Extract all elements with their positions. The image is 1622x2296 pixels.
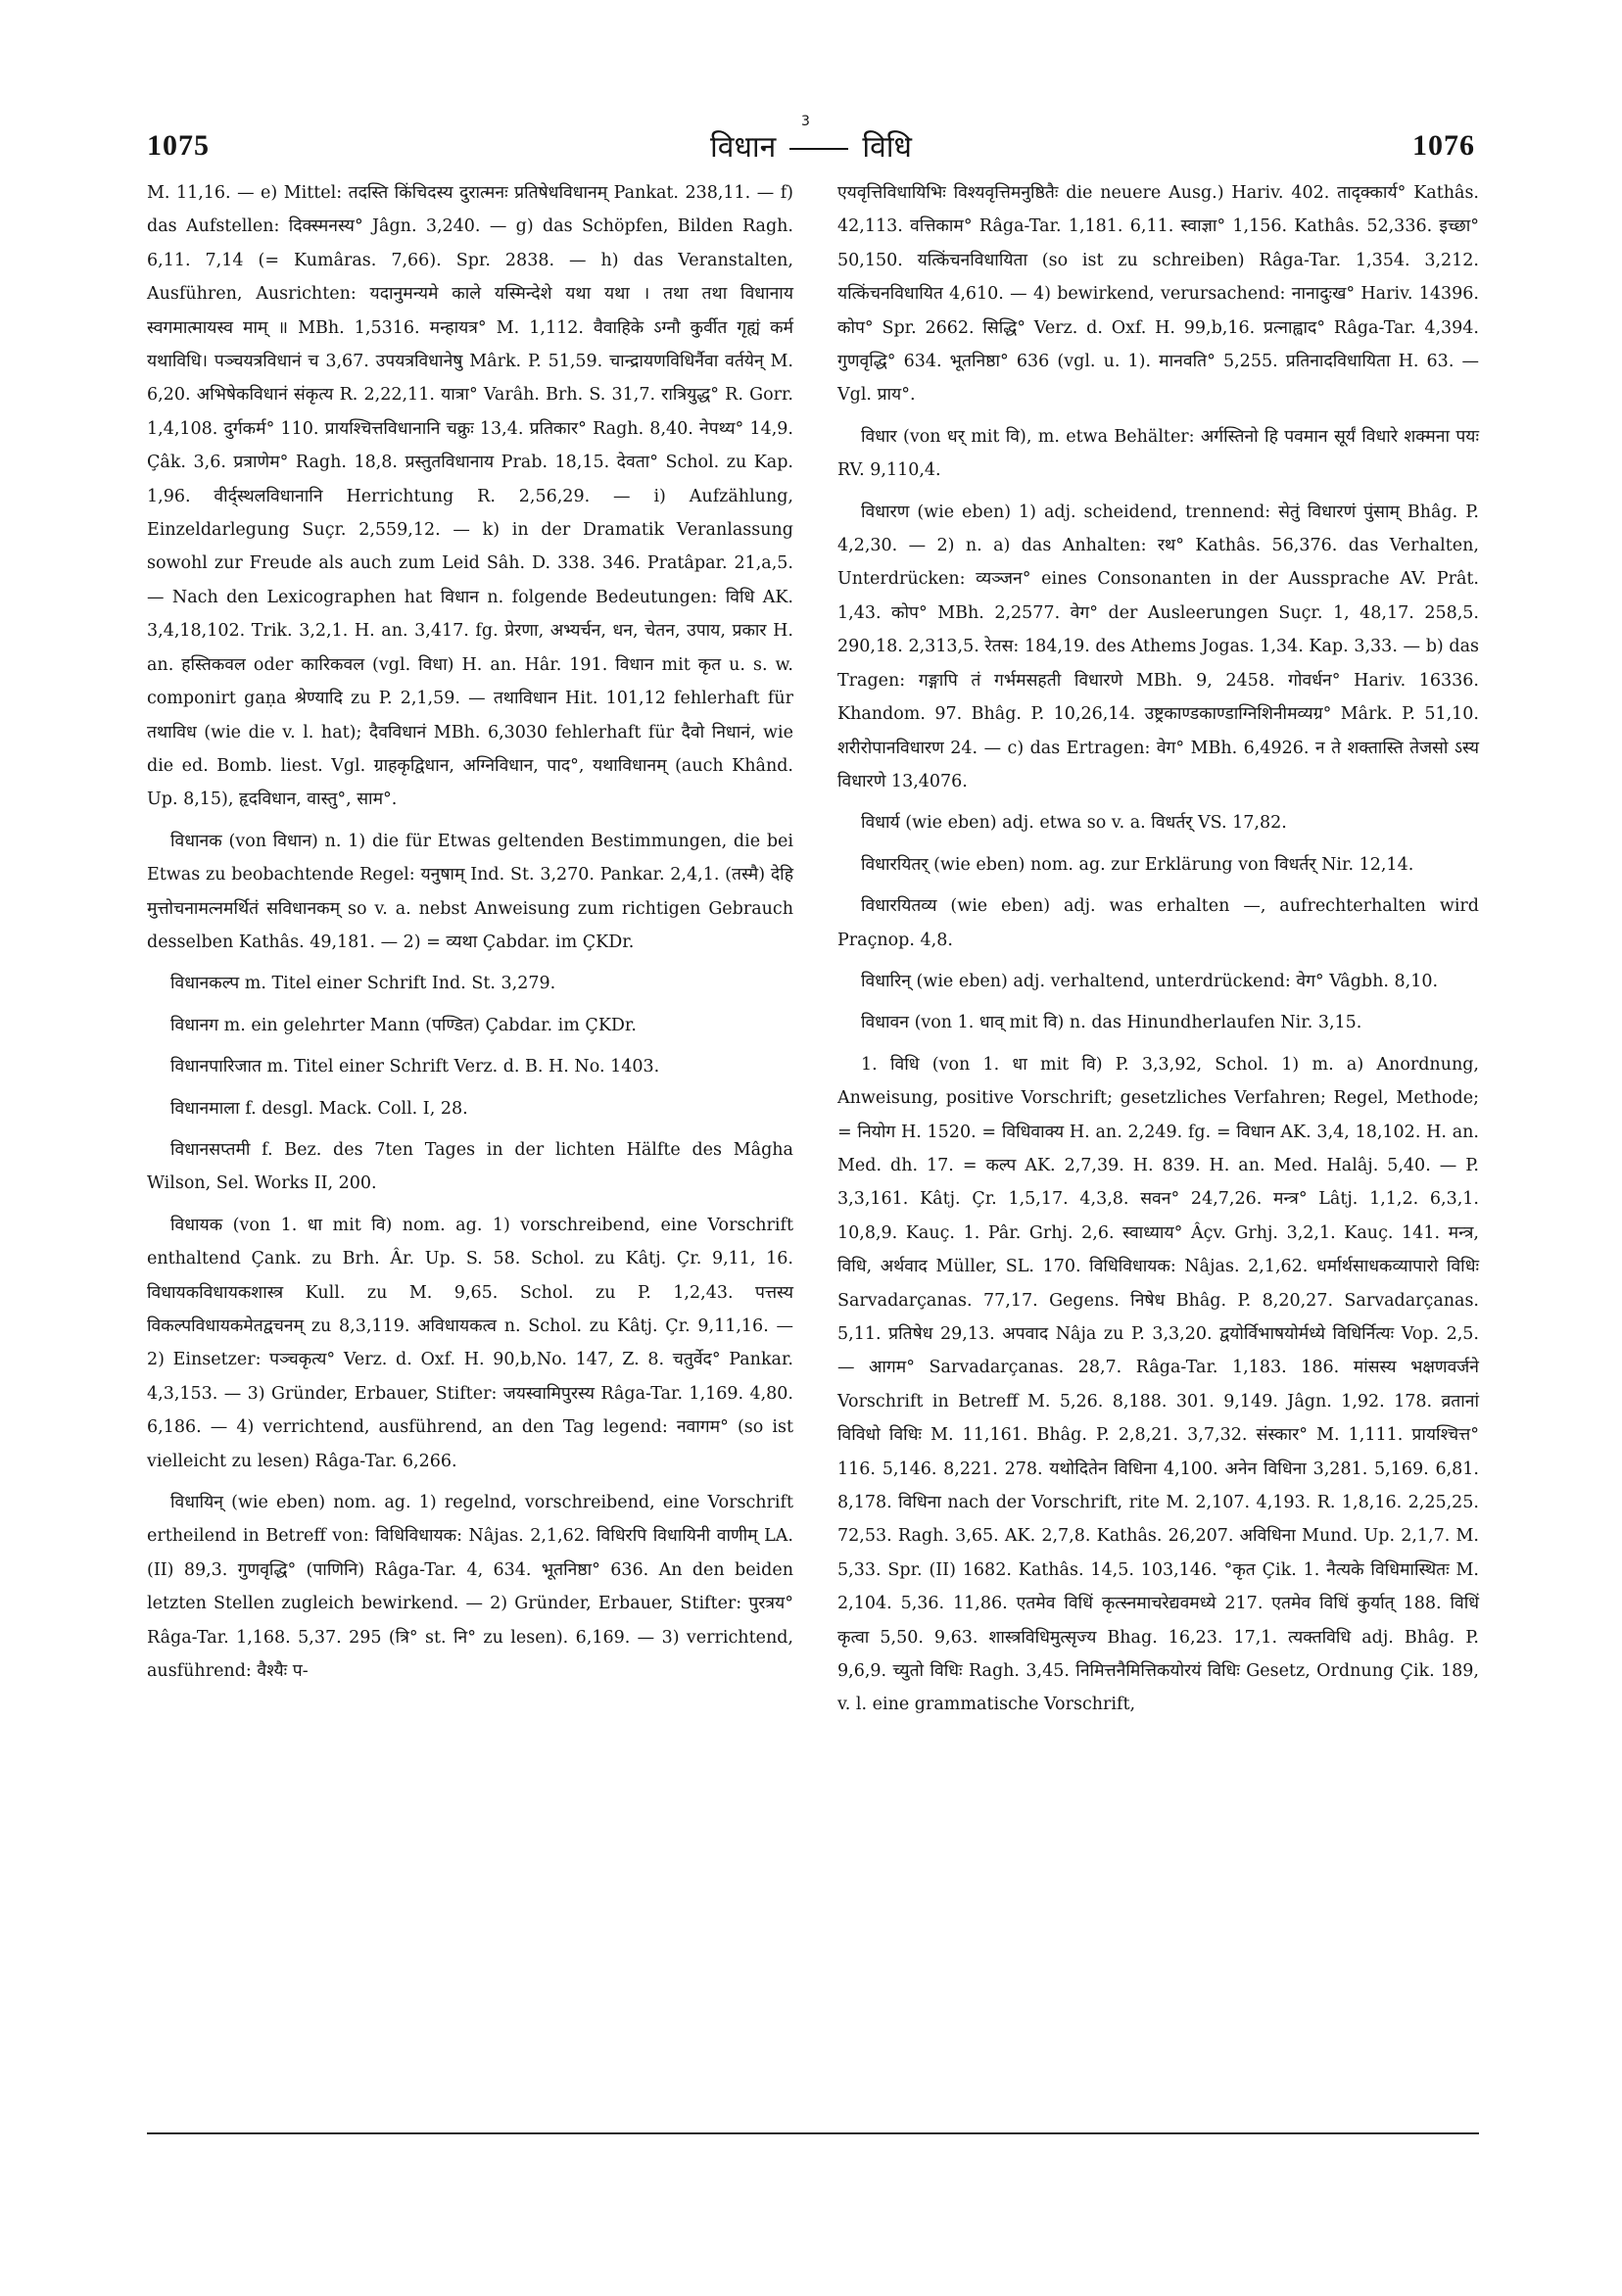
header-word-left: विधान (710, 130, 777, 165)
entry-vidhanasaptami: विधानसप्तमी f. Bez. des 7ten Tages in der lichten Hälfte des Mâgha Wilson, Sel. Works II, 200. (147, 1139, 793, 1194)
entry-vidharayitar: विधारयितर् (wie eben) nom. ag. zur Erklärung von विधर्तर् Nir. 12,14. (861, 854, 1414, 875)
header-word-right: विधि (862, 130, 912, 165)
footer-rule (147, 2132, 1479, 2134)
signature-mark: 3 (801, 114, 810, 129)
entry-vidhayaka: विधायक (von 1. धा mit वि) nom. ag. 1) vorschreibend, eine Vorschrift enthaltend Çank. zu Brh. Âr. Up. S. 58. Schol. zu Kâtj. Çr. 9,11, 16. विधायकविधायकशास्त्र Kull. zu M. 9,65. Schol. zu P. 1,2,43. पत्तस्य विकल्पविधायकमेतद्वचनम् zu 8,3,119. अविधायकत्व n. Schol. zu Kâtj. Çr. 9,11,16. — 2) Einsetzer: पञ्चकृत्य° Verz. d. Oxf. H. 90,b,No. 147, Z. 8. चतुर्वेद° Pankar. 4,3,153. — 3) Gründer, Erbauer, Stifter: जयस्वामिपुरस्य Râga-Tar. 1,169. 4,80. 6,186. — 4) verrichtend, ausführend, an den Tag legend: नवागम° (so ist vielleicht zu lesen) Râga-Tar. 6,266. (147, 1215, 793, 1471)
right-column (837, 176, 1479, 1722)
entry-continuation: M. 11,16. — e) Mittel: तदस्ति किंचिदस्य दुरात्मनः प्रतिषेधविधानम् Pankat. 238,11. — f) das Aufstellen: दिक्स्मनस्य° Jâgn. 3,240. — g) das Schöpfen, Bilden Ragh. 6,11. 7,14 (= Kumâras. 7,66). Spr. 2838. — h) das Veranstalten, Ausführen, Ausrichten: यदानुमन्यमे काले यस्मिन्देशे यथा यथा । तथा तथा विधानाय स्वगमात्मायस्व माम् ॥ MBh. 1,5316. मन्हायत्र° M. 1,112. वैवाहिके ऽग्नौ कुर्वीत गृह्यं कर्म यथाविधि। पञ्चयत्रविधानं च 3,67. उपयत्रविधानेषु Mârk. P. 51,59. चान्द्रायणविधिर्नैवा वर्तयेन् M. 6,20. अभिषेकविधानं संकृत्य R. 2,22,11. यात्रा° Varâh. Brh. S. 31,7. रात्रियुद्ध° R. Gorr. 1,4,108. दुर्गकर्म° 110. प्रायश्चित्तविधानानि चक्रुः 13,4. प्रतिकार° Ragh. 8,40. नेपथ्य° 14,9. Çâk. 3,6. प्रत्राणेम° Ragh. 18,8. प्रस्तुतविधानाय Prab. 18,15. देवता° Schol. zu Kap. 1,96. वीर्द्स्थलविधानानि Herrichtung R. 2,56,29. — i) Aufzählung, Einzeldarlegung Suçr. 2,559,12. — k) in der Dramatik Veranlassung sowohl zur Freude als auch zum Leid Sâh. D. 338. 346. Pratâpar. 21,a,5. — Nach den Lexicographen hat विधान n. folgende Bedeutungen: विधि AK. 3,4,18,102. Trik. 3,2,1. H. an. 3,417. fg. प्रेरणा, अभ्यर्चन, धन, चेतन, उपाय, प्रकार H. an. हस्तिकवल oder कारिकवल (vgl. विधा) H. an. Hâr. 191. विधान mit कृत u. s. w. componirt gaṇa श्रेण्यादि zu P. 2,1,59. — तथाविधान Hit. 101,12 fehlerhaft für तथाविध (wie die v. l. hat); दैवविधानं MBh. 6,3030 fehlerhaft für दैवो निधानं, wie die ed. Bomb. liest. Vgl. ग्राहकृद्विधान, अग्निविधान, पाद°, यथाविधानम् (auch Khând. Up. 8,15), हृदविधान, वास्तु°, साम°. (147, 183, 793, 810)
page-number-right: 1076 (1412, 129, 1475, 162)
entry-vidhavana: विधावन (von 1. धाव् mit वि) n. das Hinundherlaufen Nir. 3,15. (861, 1013, 1362, 1033)
left-column (147, 176, 793, 1688)
entry-vidhanaparijata: विधानपारिजात m. Titel einer Schrift Verz. d. B. H. No. 1403. (170, 1057, 660, 1077)
header-dash (789, 148, 848, 150)
entry-vidharana: विधारण (wie eben) 1) adj. scheidend, trennend: सेतुं विधारणं पुंसाम् Bhâg. P. 4,2,30. — 2) n. a) das Anhalten: रथ° Kathâs. 56,376. das Verhalten, Unterdrücken: व्यञ्जन° eines Consonanten in der Aussprache AV. Prât. 1,43. कोप° MBh. 2,2577. वेग° der Ausleerungen Suçr. 1, 48,17. 258,5. 290,18. 2,313,5. रेतस: 184,19. des Athems Jogas. 1,34. Kap. 3,33. — b) das Tragen: गङ्गापि तं गर्भमसहती विधारणे MBh. 9, 2458. गोवर्धन° Hariv. 16336. Khandom. 97. Bhâg. P. 10,26,14. उष्ट्रकाण्डकाण्डाग्निशिनीमव्यग्र° Mârk. P. 51,10. शरीरोपानविधारण 24. — c) das Ertragen: वेग° MBh. 6,4926. न ते शक्तास्ति तेजसो ऽस्य विधारणे 13,4076. (837, 502, 1479, 791)
entry-vidhanaga: विधानग m. ein gelehrter Mann (पण्डित) Çabdar. im ÇKDr. (170, 1015, 637, 1035)
page-number-left: 1075 (147, 129, 210, 162)
entry-vidhanamala: विधानमाला f. desgl. Mack. Coll. I, 28. (170, 1098, 468, 1119)
entry-continuation: एयवृत्तिविधायिभिः विश्यवृत्तिमनुष्ठितैः die neuere Ausg.) Hariv. 402. तादृक्कार्य° Kathâs. 42,113. वत्तिकाम° Râga-Tar. 1,181. 6,11. स्वाज्ञा° 1,156. Kathâs. 52,336. इच्छा° 50,150. यत्किंचनविधायिता (so ist zu schreiben) Râga-Tar. 1,354. 3,212. यत्किंचनविधायित 4,610. — 4) bewirkend, verursachend: नानादुःख° Hariv. 14396. कोप° Spr. 2662. सिद्धि° Verz. d. Oxf. H. 99,b,16. प्रत्नाह्वाद° Râga-Tar. 4,394. गुणवृद्धि° 634. भूतनिष्ठा° 636 (vgl. u. 1). मानवति° 5,255. प्रतिनादविधायिता H. 63. — Vgl. प्राय°. (837, 183, 1479, 406)
entry-vidharya: विधार्य (wie eben) adj. etwa so v. a. विधर्तर् VS. 17,82. (861, 813, 1287, 834)
entry-vidhanakalpa: विधानकल्प m. Titel einer Schrift Ind. St. 3,279. (170, 974, 556, 994)
entry-vidhanaka: विधानक (von विधान) n. 1) die für Etwas geltenden Bestimmungen, die bei Etwas zu beobachtende Regel: यनुषाम् Ind. St. 3,270. Pankar. 2,4,1. (तस्मै) देहि मुत्तोचनामत्नमर्थितं सविधानकम् so v. a. nebst Anweisung zum richtigen Gebrauch desselben Kathâs. 49,181. — 2) = व्यथा Çabdar. im ÇKDr. (147, 831, 793, 952)
entry-vidhi: 1. विधि (von 1. धा mit वि) P. 3,3,92, Schol. 1) m. a) Anordnung, Anweisung, positive Vorschrift; gesetzliches Verfahren; Regel, Methode; = नियोग H. 1520. = विधिवाक्य H. an. 2,249. fg. = विधान AK. 3,4, 18,102. H. an. Med. dh. 17. = कल्प AK. 2,7,39. H. 839. H. an. Med. Halâj. 5,40. — P. 3,3,161. Kâtj. Çr. 1,5,17. 4,3,8. सवन° 24,7,26. मन्त्र° Lâtj. 1,1,2. 6,3,1. 10,8,9. Kauç. 1. Pâr. Grhj. 2,6. स्वाध्याय° Âçv. Grhj. 3,2,1. Kauç. 141. मन्त्र, विधि, अर्थवाद Müller, SL. 170. विधिविधायक: Nâjas. 2,1,62. धर्मार्थसाधकव्यापारो विधिः Sarvadarçanas. 77,17. Gegens. निषेध Bhâg. P. 8,20,27. Sarvadarçanas. 5,11. प्रतिषेध 29,13. अपवाद Nâja zu P. 3,3,20. द्वयोर्विभाषयोर्मध्ये विधिर्नित्यः Vop. 2,5. — आगम° Sarvadarçanas. 28,7. Râga-Tar. 1,183. 186. मांसस्य भक्षणवर्जने Vorschrift in Betreff M. 5,26. 8,188. 301. 9,149. Jâgn. 1,92. 178. व्रतानां विविधो विधिः M. 11,161. Bhâg. P. 2,8,21. 3,7,32. संस्कार° M. 1,111. प्रायश्चित्त° 116. 5,146. 8,221. 278. यथोदितेन विधिना 4,100. अनेन विधिना 3,281. 5,169. 6,81. 8,178. विधिना nach der Vorschrift, rite M. 2,107. 4,193. R. 1,8,16. 2,25,25. 72,53. Ragh. 3,65. AK. 2,7,8. Kathâs. 26,207. अविधिना Mund. Up. 2,1,7. M. 5,33. Spr. (II) 1682. Kathâs. 14,5. 103,146. °कृत Çik. 1. नैत्यके विधिमास्थितः M. 2,104. 5,36. 11,86. एतमेव विधिं कृत्स्नमाचरेद्यवमध्ये 217. एतमेव विधिं कुर्यात् 188. विधिं कृत्वा 5,50. 9,63. शास्त्रविधिमुत्सृज्य Bhag. 16,23. 17,1. त्यक्तविधि adj. Bhâg. P. 9,6,9. च्युतो विधिः Ragh. 3,45. निमित्तनैमित्तिकयोरयं विधिः Gesetz, Ordnung Çik. 189, v. l. eine grammatische Vorschrift, (837, 1054, 1479, 1715)
entry-vidharin: विधारिन् (wie eben) adj. verhaltend, unterdrückend: वेग° Vâgbh. 8,10. (861, 971, 1439, 991)
entry-vidhara: विधार (von धर् mit वि), m. etwa Behälter: अर्गस्तिनो हि पवमान सूर्यं विधारे शक्मना पयः RV. 9,110,4. (837, 426, 1479, 481)
entry-vidharayitavya: विधारयितव्य (wie eben) adj. was erhalten —, aufrechterhalten wird Praçnop. 4,8. (837, 896, 1479, 950)
entry-vidhayin: विधायिन् (wie eben) nom. ag. 1) regelnd, vorschreibend, eine Vorschrift ertheilend in Betreff von: विधिविधायक: Nâjas. 2,1,62. विधिरपि विधायिनी वाणीम् LA. (II) 89,3. गुणवृद्धि° (पाणिनि) Râga-Tar. 4, 634. भूतनिष्ठा° 636. An den beiden letzten Stellen zugleich bewirkend. — 2) Gründer, Erbauer, Stifter: पुरत्रय° Râga-Tar. 1,168. 5,37. 295 (त्रि° st. नि° zu lesen). 6,169. — 3) verrichtend, ausführend: वैश्यैः प- (147, 1493, 793, 1682)
running-header (0, 114, 1622, 166)
